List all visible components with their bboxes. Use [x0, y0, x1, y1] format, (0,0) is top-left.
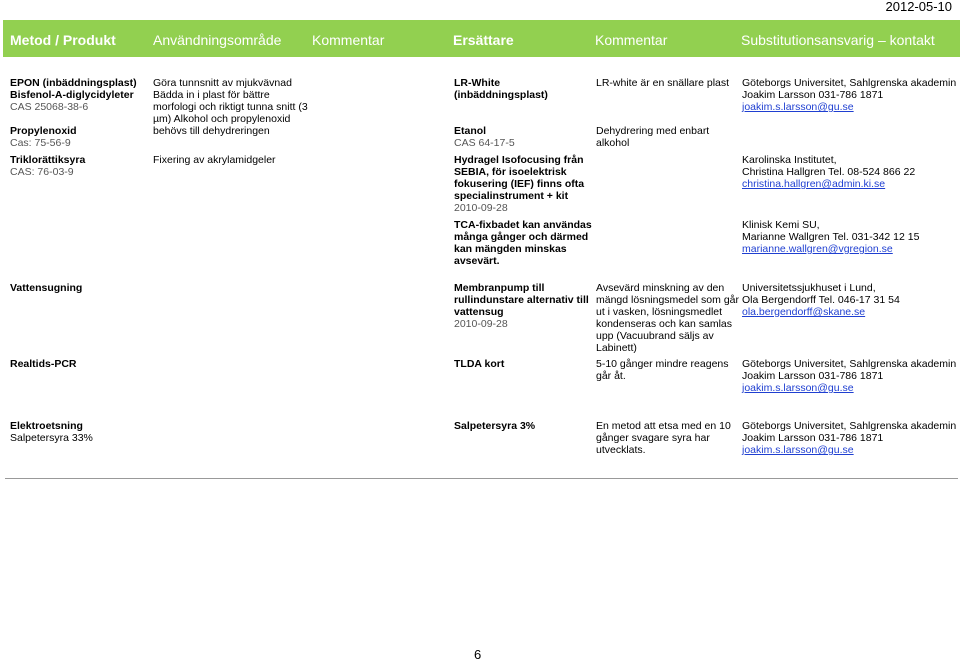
- tri-cas: CAS: 76-03-9: [10, 166, 74, 178]
- tca-replacement-2: många gånger och därmed: [454, 231, 589, 243]
- prop-comment-2: alkohol: [596, 137, 630, 149]
- epon-usage-1: Göra tunnsnitt av mjukvävnad: [153, 77, 292, 89]
- ele-comment-2: gånger svagare syra har: [596, 432, 710, 444]
- epon-replacement-1: LR-White: [454, 77, 501, 89]
- prop-replacement-cas: CAS 64-17-5: [454, 137, 515, 149]
- page-number: 6: [474, 647, 482, 662]
- prop-cas: Cas: 75-56-9: [10, 137, 71, 149]
- tri-replacement-2: SEBIA, för isoelektrisk: [454, 166, 567, 178]
- prop-replacement: Etanol: [454, 125, 487, 137]
- tri-contact-org: Karolinska Institutet,: [742, 154, 837, 166]
- epon-comment: LR-white är en snällare plast: [596, 77, 730, 89]
- epon-usage-2: Bädda in i plast för bättre: [153, 89, 270, 101]
- ele-contact-org: Göteborgs Universitet, Sahlgrenska akademin: [742, 420, 957, 432]
- header-ersattare: Ersättare: [453, 32, 514, 48]
- vat-comment-6: Labinett): [596, 342, 637, 354]
- vat-comment-3: ut i vasken, lösningsmedlet: [596, 306, 723, 318]
- pcr-contact-name: Joakim Larsson 031-786 1871: [742, 370, 884, 382]
- ele-comment-1: En metod att etsa med en 10: [596, 420, 731, 432]
- tri-contact-email[interactable]: christina.hallgren@admin.ki.se: [742, 178, 886, 190]
- tca-contact-org: Klinisk Kemi SU,: [742, 219, 820, 231]
- vat-comment-2: mängd lösningsmedel som går: [596, 294, 739, 306]
- vat-contact-name: Ola Bergendorff Tel. 046-17 31 54: [742, 294, 900, 306]
- vat-contact-email[interactable]: ola.bergendorff@skane.se: [742, 306, 866, 318]
- epon-usage-3: morfologi och riktigt tunna snitt (3: [153, 101, 308, 113]
- pcr-contact-email[interactable]: joakim.s.larsson@gu.se: [742, 382, 854, 394]
- epon-replacement-2: (inbäddningsplast): [454, 89, 548, 101]
- vat-comment-5: upp (Vacuubrand säljs av: [596, 330, 714, 342]
- tri-usage: Fixering av akrylamidgeler: [153, 154, 276, 166]
- ele-chem: Salpetersyra 33%: [10, 432, 93, 444]
- tca-contact-email[interactable]: marianne.wallgren@vgregion.se: [742, 243, 893, 255]
- epon-contact-email[interactable]: joakim.s.larsson@gu.se: [742, 101, 854, 113]
- vat-replacement-2: rullindunstare alternativ till: [454, 294, 589, 306]
- header-kommentar-2: Kommentar: [595, 32, 668, 48]
- epon-cas: CAS 25068-38-6: [10, 101, 89, 113]
- epon-chem: Bisfenol-A-diglycidyleter: [10, 89, 134, 101]
- tri-replacement-1: Hydragel Isofocusing från: [454, 154, 584, 166]
- vat-replacement-date: 2010-09-28: [454, 318, 508, 330]
- vat-contact-org: Universitetssjukhuset i Lund,: [742, 282, 876, 294]
- page-date: 2012-05-10: [885, 0, 952, 14]
- tri-replacement-4: specialinstrument + kit: [454, 190, 569, 202]
- table-bottom-rule: [5, 478, 958, 479]
- tri-replacement-3: fokusering (IEF) finns ofta: [454, 178, 585, 190]
- epon-contact-org: Göteborgs Universitet, Sahlgrenska akademin: [742, 77, 957, 89]
- pcr-title: Realtids-PCR: [10, 358, 77, 370]
- tca-replacement-3: kan mängden minskas: [454, 243, 567, 255]
- epon-usage-4: µm) Alkohol och propylenoxid: [153, 113, 291, 125]
- pcr-replacement: TLDA kort: [454, 358, 505, 370]
- pcr-contact-org: Göteborgs Universitet, Sahlgrenska akademin: [742, 358, 957, 370]
- epon-usage-5: behövs till dehydreringen: [153, 125, 270, 137]
- ele-replacement: Salpetersyra 3%: [454, 420, 536, 432]
- prop-title: Propylenoxid: [10, 125, 77, 137]
- header-metod: Metod / Produkt: [10, 32, 116, 48]
- ele-contact-name: Joakim Larsson 031-786 1871: [742, 432, 884, 444]
- tri-replacement-date: 2010-09-28: [454, 202, 508, 214]
- vat-replacement-1: Membranpump till: [454, 282, 545, 294]
- header-kommentar-1: Kommentar: [312, 32, 385, 48]
- tca-replacement-4: avsevärt.: [454, 255, 500, 267]
- ele-comment-3: utvecklats.: [596, 444, 646, 456]
- pcr-comment-2: går åt.: [596, 370, 626, 382]
- epon-title: EPON (inbäddningsplast): [10, 77, 137, 89]
- ele-contact-email[interactable]: joakim.s.larsson@gu.se: [742, 444, 854, 456]
- ele-title: Elektroetsning: [10, 420, 83, 432]
- prop-comment-1: Dehydrering med enbart: [596, 125, 710, 137]
- tca-contact-name: Marianne Wallgren Tel. 031-342 12 15: [742, 231, 920, 243]
- tri-title: Triklorättiksyra: [10, 154, 86, 166]
- vat-replacement-3: vattensug: [454, 306, 504, 318]
- vat-title: Vattensugning: [10, 282, 83, 294]
- pcr-comment-1: 5-10 gånger mindre reagens: [596, 358, 729, 370]
- header-anvandningsomrade: Användningsområde: [153, 32, 282, 48]
- epon-contact-name: Joakim Larsson 031-786 1871: [742, 89, 884, 101]
- vat-comment-4: kondenseras och kan samlas: [596, 318, 732, 330]
- tri-contact-name: Christina Hallgren Tel. 08-524 866 22: [742, 166, 916, 178]
- tca-replacement-1: TCA-fixbadet kan användas: [454, 219, 592, 231]
- table-header: [3, 20, 960, 57]
- vat-comment-1: Avsevärd minskning av den: [596, 282, 725, 294]
- header-substitutionsansvarig: Substitutionsansvarig – kontakt: [741, 32, 935, 48]
